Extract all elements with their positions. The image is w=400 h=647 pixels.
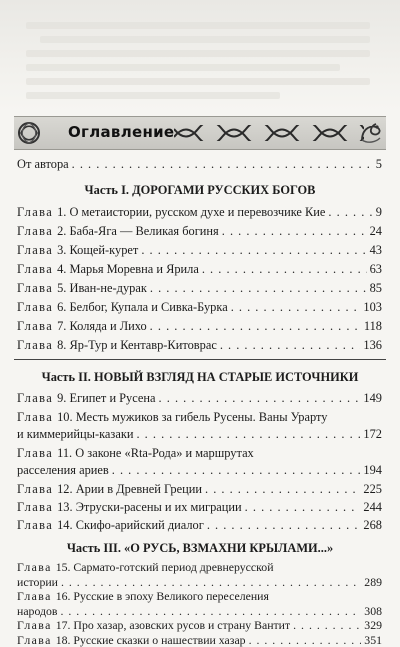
- toc-entry-chapter[interactable]: [17, 338, 382, 353]
- leader-dots: [222, 224, 367, 239]
- page-number: 5: [375, 157, 382, 171]
- toc-entry-chapter[interactable]: [17, 262, 382, 277]
- page-number: 244: [363, 500, 382, 514]
- leader-dots: [136, 427, 360, 442]
- chapter-number: 10.: [57, 410, 73, 424]
- page-number: 63: [369, 262, 382, 276]
- chapter-word: Глава: [17, 281, 54, 295]
- toc-entry-chapter-line1[interactable]: [17, 561, 382, 574]
- page-number: 136: [363, 338, 382, 352]
- chapter-title: Про хазар, азовских русов и страну Вантит: [73, 618, 291, 632]
- toc-entry-chapter-line2[interactable]: [17, 576, 382, 589]
- page-number: 308: [364, 603, 382, 618]
- leader-dots: [72, 157, 373, 172]
- chapter-title: Баба-Яга — Великая богиня: [69, 224, 219, 238]
- chapter-number: 2.: [57, 224, 67, 238]
- chapter-title: Коляда и Лихо: [69, 319, 147, 333]
- chapter-word: Глава: [17, 589, 52, 603]
- toc-entry-chapter[interactable]: [17, 300, 382, 315]
- chapter-word: Глава: [17, 224, 54, 238]
- chapter-number: 7.: [57, 319, 67, 333]
- chapter-number: 6.: [57, 300, 67, 314]
- dragon-knot-ornament-icon: [358, 120, 384, 146]
- braid-ornament-icon: [174, 125, 364, 141]
- chapter-number: 17.: [55, 618, 71, 632]
- chapter-title-continued: расселения ариев: [17, 463, 109, 477]
- faded-text-line: [26, 92, 280, 99]
- chapter-word: Глава: [17, 560, 52, 574]
- toc-entry-chapter-line1[interactable]: [17, 410, 382, 425]
- chapter-number: 9.: [57, 391, 67, 405]
- toc-entry-chapter[interactable]: [17, 224, 382, 239]
- chapter-word: Глава: [17, 482, 54, 496]
- chapter-number: 5.: [57, 281, 67, 295]
- toc-entry-chapter[interactable]: [17, 634, 382, 647]
- leader-dots: [150, 281, 367, 296]
- chapter-number: 16.: [55, 589, 71, 603]
- page-number: 9: [375, 205, 382, 219]
- chapter-title: Иван-не-дурак: [69, 281, 147, 295]
- leader-dots: [245, 500, 361, 515]
- contents-header-banner: [14, 116, 386, 150]
- faded-text-line: [26, 50, 370, 57]
- toc-entry-chapter[interactable]: [17, 205, 382, 220]
- toc-entry-chapter-line2[interactable]: [17, 463, 382, 478]
- part-heading: Часть II. НОВЫЙ ВЗГЛЯД НА СТАРЫЕ ИСТОЧНИКИ: [41, 370, 359, 384]
- chapter-title: О метаистории, русском духе и перевозчике Кие: [69, 205, 326, 219]
- chapter-word: Глава: [17, 518, 54, 532]
- leader-dots: [61, 576, 361, 589]
- leader-dots: [328, 205, 372, 220]
- chapter-word: Глава: [17, 410, 54, 424]
- chapter-word: Глава: [17, 632, 52, 647]
- chapter-title-continued: истории: [17, 574, 58, 589]
- page-number: 268: [363, 518, 382, 532]
- chapter-number: 13.: [57, 500, 73, 514]
- chapter-word: Глава: [17, 500, 54, 514]
- leader-dots: [293, 619, 361, 632]
- chapter-word: Глава: [17, 319, 54, 333]
- chapter-word: Глава: [17, 391, 54, 405]
- toc-entry-chapter[interactable]: [17, 243, 382, 258]
- leader-dots: [60, 605, 361, 618]
- chapter-title: Египет и Русена: [69, 391, 156, 405]
- faded-text-line: [26, 64, 340, 71]
- toc-entry-chapter[interactable]: [17, 518, 382, 533]
- preface-label: От автора: [17, 157, 69, 171]
- toc-entry-chapter[interactable]: [17, 319, 382, 334]
- page-number: 118: [363, 319, 382, 333]
- page-number: 43: [369, 243, 382, 257]
- leader-dots: [249, 634, 362, 647]
- chapter-word: Глава: [17, 446, 54, 460]
- part-heading: Часть III. «О РУСЬ, ВЗМАХНИ КРЫЛАМИ...»: [66, 541, 334, 555]
- leader-dots: [207, 518, 361, 533]
- chapter-number: 14.: [57, 518, 73, 532]
- chapter-title-continued: и киммерийцы-казаки: [17, 427, 134, 441]
- chapter-word: Глава: [17, 262, 54, 276]
- toc-entry-chapter-line1[interactable]: [17, 590, 382, 603]
- chapter-title: Марья Моревна и Ярила: [69, 262, 199, 276]
- celtic-knot-ornament-icon: [16, 120, 42, 146]
- toc-entry-preface[interactable]: [17, 157, 382, 172]
- contents-title: Оглавление: [68, 123, 175, 141]
- toc-entry-chapter[interactable]: [17, 391, 382, 406]
- page-number: 194: [363, 463, 382, 477]
- chapter-title-continued: народов: [17, 603, 58, 618]
- chapter-title: Русские в эпоху Великого переселения: [73, 589, 269, 603]
- chapter-number: 1.: [57, 205, 67, 219]
- chapter-title: Русские сказки о нашествии хазар: [73, 632, 246, 647]
- faded-text-line: [26, 78, 370, 85]
- toc-entry-chapter[interactable]: [17, 281, 382, 296]
- chapter-title: Сармато-готский период древнерусской: [73, 560, 274, 574]
- chapter-title: Белбог, Купала и Сивка-Бурка: [69, 300, 228, 314]
- faded-text-line: [40, 36, 370, 43]
- toc-entry-chapter-line2[interactable]: [17, 605, 382, 618]
- page-number: 24: [369, 224, 382, 238]
- leader-dots: [150, 319, 361, 334]
- page-number: 351: [364, 632, 382, 647]
- chapter-number: 18.: [55, 632, 71, 647]
- page-number: 172: [363, 427, 382, 441]
- chapter-title: Кощей-курет: [69, 243, 139, 257]
- chapter-word: Глава: [17, 300, 54, 314]
- chapter-word: Глава: [17, 243, 54, 257]
- leader-dots: [202, 262, 367, 277]
- page-number: 149: [363, 391, 382, 405]
- leader-dots: [205, 482, 360, 497]
- section-divider: [14, 359, 386, 360]
- leader-dots: [141, 243, 366, 258]
- chapter-number: 4.: [57, 262, 67, 276]
- chapter-number: 8.: [57, 338, 67, 352]
- chapter-number: 12.: [57, 482, 73, 496]
- chapter-title: Скифо-арийский диалог: [75, 518, 204, 532]
- chapter-number: 3.: [57, 243, 67, 257]
- leader-dots: [231, 300, 361, 315]
- chapter-number: 11.: [57, 446, 73, 460]
- chapter-title: Этруски-расены и их миграции: [75, 500, 242, 514]
- previous-page-bleed-through: [0, 0, 400, 112]
- part-heading: Часть I. ДОРОГАМИ РУССКИХ БОГОВ: [84, 183, 316, 197]
- toc-entry-chapter[interactable]: [17, 482, 382, 497]
- chapter-title: Арии в Древней Греции: [75, 482, 202, 496]
- toc-entry-chapter-line2[interactable]: [17, 427, 382, 442]
- page-number: 85: [369, 281, 382, 295]
- chapter-word: Глава: [17, 205, 54, 219]
- toc-entry-chapter[interactable]: [17, 619, 382, 632]
- chapter-word: Глава: [17, 618, 52, 632]
- page-number: 329: [364, 618, 382, 632]
- toc-entry-chapter[interactable]: [17, 500, 382, 515]
- toc-entry-chapter-line1[interactable]: [17, 446, 382, 461]
- leader-dots: [112, 463, 361, 478]
- leader-dots: [159, 391, 361, 406]
- chapter-word: Глава: [17, 338, 54, 352]
- chapter-title: Месть мужиков за гибель Русены. Ваны Урарту: [75, 410, 328, 424]
- chapter-number: 15.: [55, 560, 71, 574]
- leader-dots: [220, 338, 361, 353]
- faded-text-line: [26, 22, 370, 29]
- page-number: 103: [363, 300, 382, 314]
- page-number: 289: [364, 574, 382, 589]
- chapter-title: Яр-Тур и Кентавр-Китоврас: [69, 338, 217, 352]
- chapter-title: О законе «Rta-Рода» и маршрутах: [75, 446, 254, 460]
- page-number: 225: [363, 482, 382, 496]
